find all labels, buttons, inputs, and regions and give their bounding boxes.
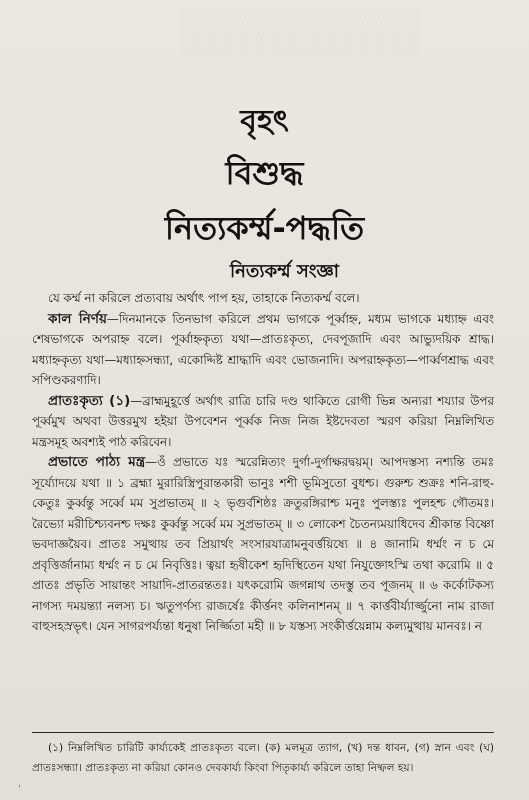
title-line-3: নিত্যকর্ম্ম-পদ্ধতি bbox=[164, 209, 365, 247]
term-kala-nirnay: কাল নির্ণয় bbox=[48, 310, 107, 327]
paragraph-pratahkritya-text: —ব্রাহ্মমুহূর্ত্তে অর্থাৎ রাত্রি চারি দণ্ড থাকিতে রোগী ভিন্ন অন্যরা শয্যার উপর পূর্ব্বমুখ অথবা উত্তরমুখ হইয়া উপবেশন পূর্ব্বক নিজ নিজ ইষ্টদেবতা স্মরণ করিয়া নিম্নলিখিত মন্ত্রসমূহ অবশ্যই পাঠ করিবেন। bbox=[32, 393, 495, 449]
show-through-text: ░░░░░░░░░░░░░░░░░░░░░░░░░░ ░░░░░░░░░░░░░░░░░░░░░░░░░░ ░░░░░░░░░░░░░░░░░░░░░░░░░░ bbox=[180, 9, 420, 55]
paragraph-mantra-text: —ওঁ প্রভাতে যঃ স্মরেন্নিত্যং দুর্গা-দুর্গাক্ষরদ্বয়ম্। আপদস্তস্য নশ্যন্তি তমঃ সূর্য্যোদয়ে যথা ॥ ১ ব্রহ্মা মুরারিস্ত্রিপুরান্তকারী ভানুঃ শশী ভূমিসুতো বুধশ্চ। গুরুশ্চ শুক্রঃ শনি-রাহু-কেতুঃ কুর্ব্বন্তু সর্ব্বে মম সুপ্রভাতম্ ॥ ২ ভৃগুর্বশিষ্ঠঃ ক্রতুরঙ্গিরাশ্চ মনুঃ পুলস্ত্যঃ পুলহশ্চ গৌতমঃ। রৈভ্যো মরীচিশ্চ্যবনশ্চ দক্ষঃ কুর্ব্বন্তু সর্ব্বে মম সুপ্রভাতম্ ॥ ৩ লোকেশ চৈতন্যময়াধিদেব শ্রীকান্ত বিষ্ণো ভবদাজ্ঞয়ৈব। প্রাতঃ সমুত্থায় তব প্রিয়ার্থং সংসারযাত্রামনুবর্ত্তয়িষ্যে ॥ ৪ জানামি ধর্ম্মং ন চ মে প্রবৃত্তির্জানাম্য ধর্ম্মং ন চ মে নিবৃত্তিঃ। ত্বয়া হৃষীকেশ হৃদিস্থিতেন যথা নিযুক্তোঽস্মি তথা করোমি ॥ ৫ প্রাতঃ প্রভৃতি সায়ান্তং সায়াদি-প্রাতরন্ততঃ। যৎকরোমি জগন্নাথ তদস্তু তব পূজনম্ ॥ ৬ কর্কোটকস্য নাগস্য দময়ন্ত্যা নলস্য চ। ঋতুপর্ণস্য রাজর্ষেঃ কীর্ত্তনং কলিনাশনম্ ॥ ৭ কার্ত্তবীর্য্যার্জ্জুনো নাম রাজা বাহুসহস্রভৃৎ। যেন সাগরপর্য্যন্তা ধনুষা নির্জ্জিতা মহী ॥ ৮ যস্তস্য সংকীর্ত্তয়েন্নাম কল্যমুত্থায় মানবঃ। ন bbox=[32, 455, 495, 633]
title-line-1: বৃহৎ bbox=[240, 104, 289, 139]
title-line-2: বিশুদ্ধ bbox=[225, 154, 304, 192]
paragraph-pratahkritya bbox=[32, 391, 494, 453]
paragraph-mantra bbox=[32, 452, 494, 637]
footnote bbox=[32, 738, 494, 778]
pen-mark: ˌ bbox=[18, 778, 21, 789]
footnote-divider bbox=[32, 732, 494, 733]
paragraph-definition: যে কর্ম্ম না করিলে প্রত্যবায় অর্থাৎ পাপ হয়, তাহাকে নিত্যকর্ম্ম বলে। bbox=[48, 291, 360, 305]
paragraph-kala-nirnay-text: —দিনমানকে তিনভাগ করিলে প্রথম ভাগকে পূর্ব্বাহ্ন, মধ্যম ভাগকে মধ্যাহ্ন এবং শেষভাগকে অপরাহ্ন বলে। পূর্ব্বাহ্নকৃত্য যথা—প্রাতঃকৃত্য, দেবপূজাদি এবং আভ্যুদয়িক শ্রাদ্ধ। মধ্যাহ্নকৃত্য যথা—মধ্যাহ্নসন্ধ্যা, একোদ্দিষ্ট শ্রাদ্ধাদি এবং ভোজনাদি। অপরাহ্নকৃত্য—পার্ব্বণশ্রাদ্ধ এবং সপিণ্ডকরণাদি। bbox=[32, 311, 494, 387]
term-pratahkritya: প্রাতঃকৃত্য (১) bbox=[48, 392, 131, 409]
section-heading: নিত্যকর্ম্ম সংজ্ঞা bbox=[230, 261, 339, 282]
main-text bbox=[32, 288, 494, 637]
paragraph-kala-nirnay bbox=[32, 309, 494, 391]
term-prabhate-mantra: প্রভাতে পাঠ্য মন্ত্র bbox=[48, 454, 146, 470]
footnote-text: (১) নিম্নলিখিত চারিটি কার্য্যকেই প্রাতঃকৃত্য বলে। (ক) মলমূত্র ত্যাগ, (খ) দন্ত ধাবন, (গ) স্নান এবং (ঘ) প্রাতঃসন্ধ্যা। প্রাতঃকৃত্য না করিয়া কোনও দেবকার্য্য কিংবা পিতৃকার্য্য করিলে তাহা নিষ্ফল হয়। bbox=[32, 742, 494, 774]
